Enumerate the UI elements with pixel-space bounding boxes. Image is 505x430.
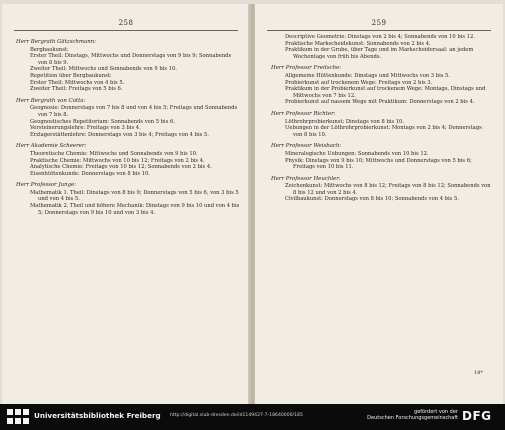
lecture-entry: Erster Theil: Mittwochs von 4 bis 5. [30,79,125,86]
left-page-content [16,34,240,216]
funding-line-1: gefördert von der [414,409,458,415]
lecture-entry: Versteinerungslehre: Freitags von 3 bis 4. [30,125,141,132]
lecture-entry: Erzlagerstättenlehre: Donnerstags von 3 bis 4; Freitags von 4 bis 5. [30,131,209,138]
left-page [2,4,250,404]
section-header: Herr Bergrath Gätzschmann: [16,39,96,45]
lecture-entry: Physik: Dinstags von 9 bis 10; Mittwochs und Donnerstags von 5 bis 6; Freitags von 10 bis 11. [285,157,472,171]
lecture-entry: Probierkunst auf nassem Wege mit Praktikum: Donnerstags von 2 bis 4. [285,99,475,106]
lecture-entry: Probierkunst auf trockenem Wege: Freitags von 2 bis 3. [285,79,433,86]
lecture-entry: Analytische Chemie: Freitags von 10 bis 12; Sonnabends von 2 bis 4. [30,164,212,171]
section-header: Herr Bergrath von Cotta: [16,97,86,104]
lecture-entry: Eisenhüttenkunde: Donnerstags von 8 bis 10. [30,170,150,177]
signature-mark: 18* [474,370,483,376]
lecture-entry: Mathematik 2. Theil und höhere Mechanik: Dinstags von 9 bis 10 und von 4 bis 5; Donnerstags von 9 bis 10 und von 3 bis 4. [30,203,240,216]
lecture-entry: Mineralogische Uebungen: Sonnabends von 10 bis 12. [285,150,429,157]
dfg-logo: DFG [462,409,492,423]
lecture-entry: Praktische Chemie: Mittwochs von 10 bis 12; Freitags von 2 bis 4. [30,157,205,164]
lecture-entry: Geognosie: Donnerstags von 7 bis 8 und von 4 bis 5; Freitags und Sonnabends von 7 bis 8. [30,105,238,118]
funding-line-2: Deutschen Forschungsgemeinschaft [367,415,458,422]
header-rule [14,30,238,31]
lecture-entry: Bergbaukunst: [30,46,69,53]
lecture-entry: Löthrohrprobierkunst: Dinstags von 8 bis 10. [285,118,405,125]
lecture-entry: Zweiter Theil: Mittwochs und Sonnabends von 9 bis 10. [30,66,177,73]
lecture-entry: Civilbaukunst: Donnerstags von 8 bis 10; Sonnabends von 4 bis 5. [285,196,459,203]
lecture-entry: Praktische Markscheidekunst: Sonnabends von 2 bis 4. [285,40,431,47]
section-header: Herr Professor Junge: [16,182,77,189]
right-page-number: 259 [371,19,387,27]
lecture-entry: Praktikum in der Grube, über Tage und im Markscheidersaal: an jedem Wochentage von früh bis Abends. [285,47,474,60]
lecture-entry: Repetition über Bergbaukunst: [30,72,112,79]
section-header: Herr Professor Heuchler: [271,175,341,182]
viewer-footer [0,404,505,430]
lecture-entry: Theoretische Chemie: Mittwochs und Sonnabends von 9 bis 10. [30,150,198,157]
institution-name: Universitätsbibliothek Freiberg [34,411,161,420]
permalink-url[interactable]: http://digital.slub-dresden.de/id1149427-7-18640000/185 [170,413,303,418]
lecture-entry: Praktikum in der Probierkunst auf trockenem Wege: Montags, Dinstags und Mittwochs von 7 bis 12. [285,86,486,99]
university-library-logo-icon [7,409,31,425]
left-page-number: 258 [118,19,134,27]
lecture-entry: Uebungen in der Löthrohrprobierkunst: Montags von 2 bis 4; Donnerstags von 8 bis 10. [285,125,482,138]
lecture-entry: Erster Theil: Dinstags, Mittwochs und Donnerstags von 9 bis 9; Sonnabends von 8 bis 9. [30,53,232,66]
lecture-entry: Zeichenkunst: Mittwochs von 8 bis 12; Freitags von 8 bis 12; Sonnabends von 8 bis 12 und von 2 bis 4. [285,183,491,196]
section-header: Herr Professor Freitsche: [271,65,342,72]
right-page [255,4,503,404]
lecture-entry: Mathematik 1. Theil: Dinstags von 8 bis 9; Donnerstags von 5 bis 6, von 3 bis 5 und von 4 bis 5. [30,189,239,203]
section-header: Herr Akademie Scheerer: [16,143,87,150]
lecture-entry: Descriptive Geometrie: Dinstags von 2 bis 4; Sonnabends von 10 bis 12. [285,34,475,40]
lecture-entry: Geognostisches Repetitorium: Sonnabends von 5 bis 6. [30,118,175,125]
lecture-entry: Zweiter Theil: Freitags von 5 bis 6. [30,86,123,93]
section-header: Herr Professor Richter: [271,110,336,117]
right-page-content [271,34,491,203]
section-header: Herr Professor Weisbach: [271,143,342,150]
header-rule [267,30,491,31]
funding-note [366,409,458,421]
lecture-entry: Allgemeine Hüttenkunde: Dinstags und Mittwochs von 3 bis 5. [285,72,450,79]
